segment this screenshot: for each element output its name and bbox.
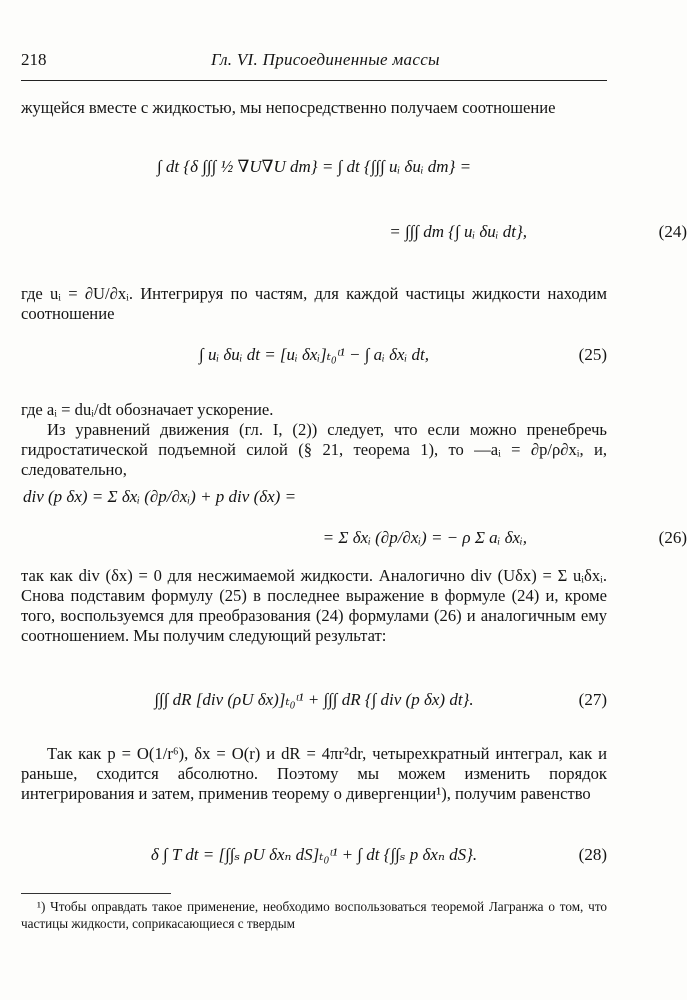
equation-25 (21, 345, 607, 365)
equation-26-line-1 (21, 487, 609, 507)
footnote: ¹) Чтобы оправдать такое применение, необходимо воспользоваться теоремой Лагранжа о том, что частицы жидкости, соприкасающиеся с твердым (21, 899, 607, 931)
equation-27-text: ∫∫∫ dR [div (ρU δx)]ₜ₀ᵗ¹ + ∫∫∫ dR {∫ div (p δx) dt}. (154, 690, 474, 709)
page-number: 218 (21, 50, 47, 69)
header-rule (21, 80, 607, 81)
equation-26-line-2 (21, 528, 687, 548)
equation-27 (21, 690, 607, 710)
equation-number-24: (24) (658, 222, 687, 241)
equation-24-line-1 (21, 157, 607, 177)
equation-24-line-2-text: = ∫∫∫ dm {∫ uᵢ δuᵢ dt}, (389, 222, 527, 241)
paragraph-3: где aᵢ = duᵢ/dt обозначает ускорение. (21, 400, 274, 419)
equation-number-26: (26) (658, 528, 687, 547)
equation-24-line-2 (21, 222, 687, 242)
equation-24-line-1-text: ∫ dt {δ ∫∫∫ ½ ∇U∇U dm} = ∫ dt {∫∫∫ uᵢ δuᵢ dm} = (156, 157, 472, 176)
footnote-rule (21, 893, 171, 894)
page-header (21, 50, 607, 76)
paragraph-5: так как div (δx) = 0 для несжимаемой жидкости. Аналогично div (Uδx) = Σ uᵢδxᵢ. Снова подставим формулу (25) в последнее выражение в формуле (24) и, кроме того, воспользуемся для преобразования (24) формулами (26) и аналогичным ему соотношением. Мы получим следующий результат: (21, 566, 607, 645)
running-title: Гл. VI. Присоединенные массы (211, 50, 440, 69)
equation-28 (21, 845, 607, 865)
equation-28-text: δ ∫ T dt = [∫∫ₛ ρU δxₙ dS]ₜ₀ᵗ¹ + ∫ dt {∫∫ₛ p δxₙ dS}. (150, 845, 478, 864)
equation-25-text: ∫ uᵢ δuᵢ dt = [uᵢ δxᵢ]ₜ₀ᵗ¹ − ∫ aᵢ δxᵢ dt, (199, 345, 429, 364)
equation-number-27: (27) (578, 690, 607, 709)
equation-number-25: (25) (578, 345, 607, 364)
equation-number-28: (28) (578, 845, 607, 864)
equation-26-line-2-text: = Σ δxᵢ (∂p/∂xᵢ) = − ρ Σ aᵢ δxᵢ, (322, 528, 527, 547)
paragraph-6: Так как p = O(1/r⁶), δx = O(r) и dR = 4πr²dr, четырехкратный интеграл, как и раньше, сходится абсолютно. Поэтому мы можем изменить порядок интегрирования и затем, применив теорему о дивергенции¹), получим равенство (21, 744, 607, 803)
equation-26-line-1-text: div (p δx) = Σ δxᵢ (∂p/∂xᵢ) + p div (δx) = (23, 487, 297, 506)
paragraph-2: где uᵢ = ∂U/∂xᵢ. Интегрируя по частям, для каждой частицы жидкости находим соотношение (21, 284, 607, 323)
paragraph-1: жущейся вместе с жидкостью, мы непосредственно получаем соотношение (21, 98, 556, 117)
paragraph-4: Из уравнений движения (гл. I, (2)) следует, что если можно пренебречь гидростатической подъемной силой (§ 21, теорема 1), то —aᵢ = ∂p/ρ∂xᵢ, и, следовательно, (21, 420, 607, 479)
